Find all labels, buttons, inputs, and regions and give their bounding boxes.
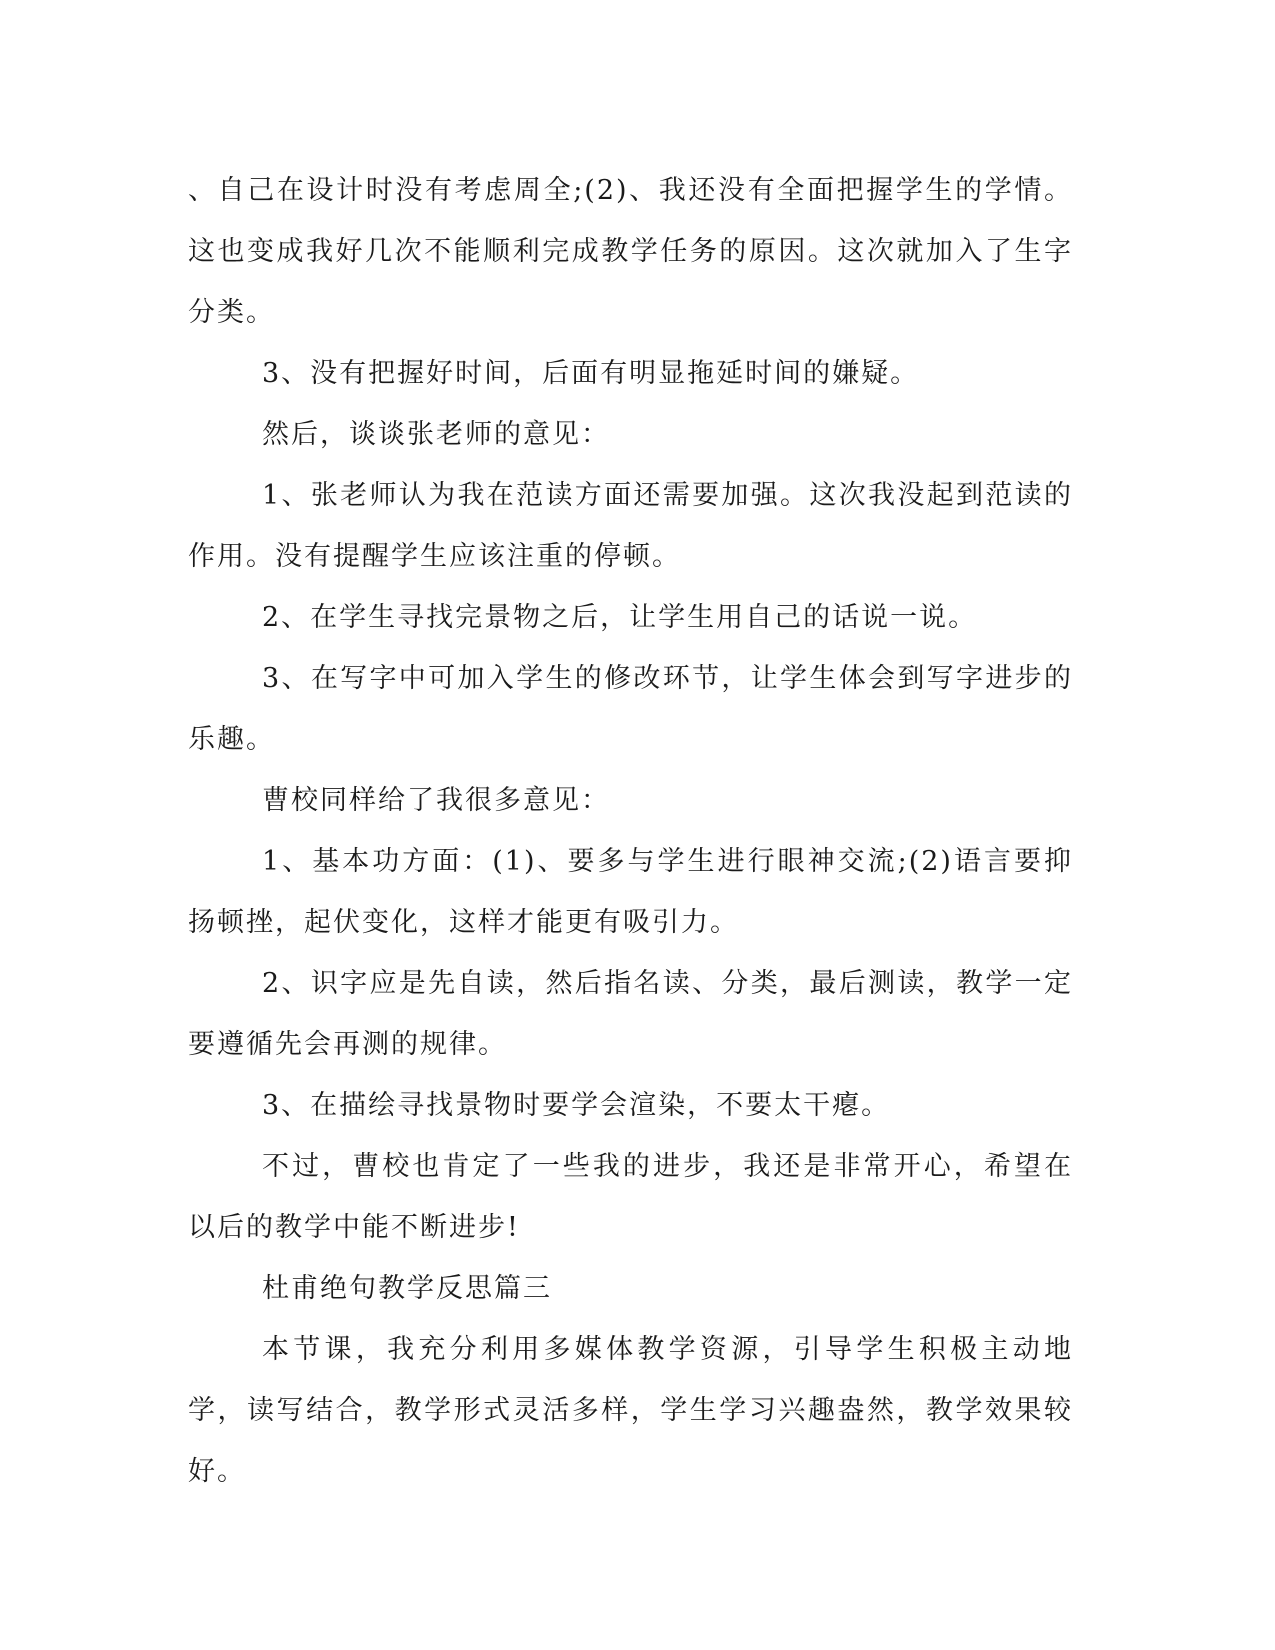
paragraph-zhang-point-3: 3、在写字中可加入学生的修改环节，让学生体会到写字进步的乐趣。	[188, 663, 1073, 755]
paragraph-cao-point-2: 2、识字应是先自读，然后指名读、分类，最后测读，教学一定要遵循先会再测的规律。	[188, 968, 1073, 1060]
paragraph-teacher-zhang-intro: 然后，谈谈张老师的意见：	[262, 419, 610, 450]
paragraph-continuation: 、自己在设计时没有考虑周全;(2)、我还没有全面把握学生的学情。这也变成我好几次不能顺利完成教学任务的原因。这次就加入了生字分类。	[188, 175, 1073, 328]
paragraph-cao-point-3: 3、在描绘寻找景物时要学会渲染，不要太干瘪。	[262, 1090, 891, 1121]
section-heading: 杜甫绝句教学反思篇三	[262, 1273, 552, 1304]
paragraph-section-3-body: 本节课，我充分利用多媒体教学资源，引导学生积极主动地学，读写结合，教学形式灵活多样，学生学习兴趣盎然，教学效果较好。	[188, 1334, 1073, 1487]
paragraph-self-point-3: 3、没有把握好时间，后面有明显拖延时间的嫌疑。	[262, 358, 920, 389]
paragraph-principal-cao-intro: 曹校同样给了我很多意见：	[262, 785, 610, 816]
document-body	[188, 160, 1073, 1502]
paragraph-zhang-point-1: 1、张老师认为我在范读方面还需要加强。这次我没起到范读的作用。没有提醒学生应该注重的停顿。	[188, 480, 1073, 572]
paragraph-closing: 不过，曹校也肯定了一些我的进步，我还是非常开心，希望在以后的教学中能不断进步!	[188, 1151, 1073, 1243]
paragraph-zhang-point-2: 2、在学生寻找完景物之后，让学生用自己的话说一说。	[262, 602, 978, 633]
paragraph-cao-point-1: 1、基本功方面：(1)、要多与学生进行眼神交流;(2)语言要抑扬顿挫，起伏变化，这样才能更有吸引力。	[188, 846, 1073, 938]
